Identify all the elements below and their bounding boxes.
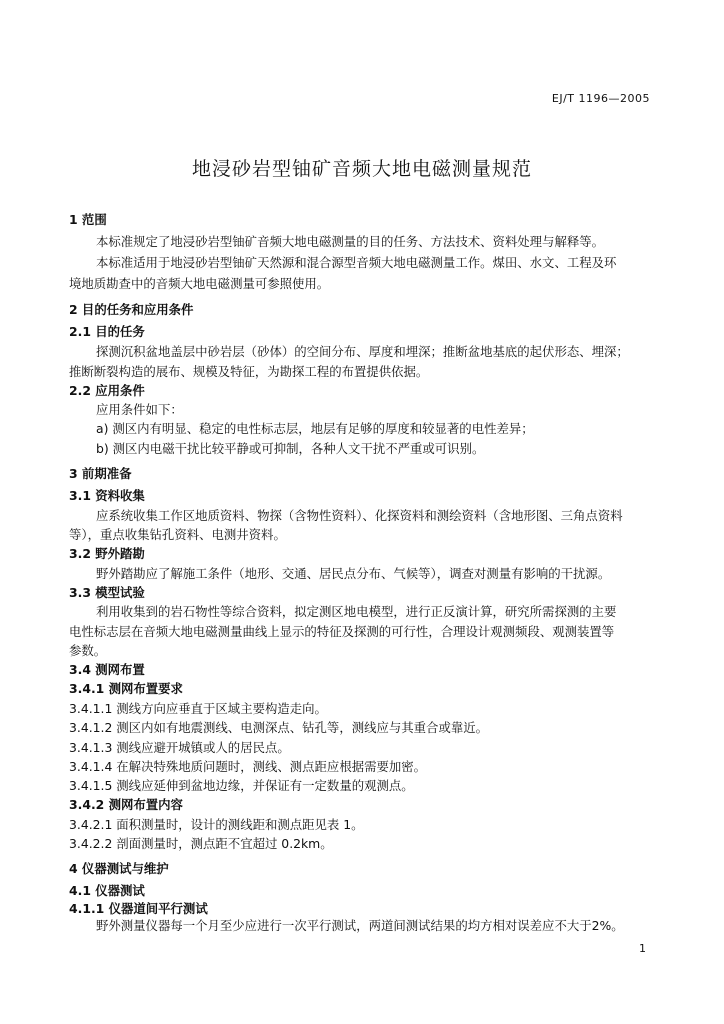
clause-line: 3.4.1.3 测线应避开城镇或人的居民点。 — [69, 740, 290, 755]
page-number: 1 — [639, 942, 646, 955]
subsection-heading: 4.1 仪器测试 — [69, 883, 145, 898]
list-item: b) 测区内电磁干扰比较平静或可抑制，各种人文干扰不严重或可识别。 — [96, 441, 485, 456]
paragraph-line: 野外测量仪器每一个月至少应进行一次平行测试，两道间测试结果的均方相对误差应不大于2%。 — [96, 918, 624, 933]
subsection-heading: 3.4.2 测网布置内容 — [69, 797, 183, 812]
section-heading: 3 前期准备 — [69, 466, 132, 481]
paragraph-line: 参数。 — [69, 643, 107, 658]
paragraph-line: 本标准适用于地浸砂岩型铀矿天然源和混合源型音频大地电磁测量工作。煤田、水文、工程及环 — [96, 255, 617, 270]
paragraph-line: 野外踏勘应了解施工条件（地形、交通、居民点分布、气候等），调查对测量有影响的干扰源。 — [96, 566, 611, 581]
clause-line: 3.4.2.2 剖面测量时，测点距不宜超过 0.2km。 — [69, 836, 333, 851]
subsection-heading: 3.2 野外踏勘 — [69, 546, 145, 561]
section-heading: 4 仪器测试与维护 — [69, 861, 169, 876]
paragraph-line: 电性标志层在音频大地电磁测量曲线上显示的特征及探测的可行性，合理设计观测频段、观测装置等 — [69, 624, 615, 639]
document-title: 地浸砂岩型铀矿音频大地电磁测量规范 — [191, 158, 532, 180]
subsection-heading: 2.1 目的任务 — [69, 324, 145, 339]
paragraph-line: 本标准规定了地浸砂岩型铀矿音频大地电磁测量的目的任务、方法技术、资料处理与解释等。 — [96, 234, 605, 249]
section-heading: 1 范围 — [69, 212, 107, 227]
clause-line: 3.4.1.1 测线方向应垂直于区域主要构造走向。 — [69, 701, 327, 716]
subsection-heading: 3.4 测网布置 — [69, 662, 145, 677]
subsection-heading: 3.3 模型试验 — [69, 585, 145, 600]
paragraph-line: 境地质勘查中的音频大地电磁测量可参照使用。 — [69, 276, 330, 291]
clause-line: 3.4.1.2 测区内如有地震测线、电测深点、钻孔等，测线应与其重合或靠近。 — [69, 720, 489, 735]
clause-line: 3.4.2.1 面积测量时，设计的测线距和测点距见表 1。 — [69, 817, 364, 832]
list-item: a) 测区内有明显、稳定的电性标志层，地层有足够的厚度和较显著的电性差异； — [96, 421, 534, 436]
clause-line: 3.4.1.5 测线应延伸到盆地边缘，并保证有一定数量的观测点。 — [69, 778, 414, 793]
paragraph-line: 探测沉积盆地盖层中砂岩层（砂体）的空间分布、厚度和埋深；推断盆地基底的起伏形态、埋深； — [96, 344, 629, 359]
subsection-heading: 4.1.1 仪器道间平行测试 — [69, 901, 208, 916]
subsection-heading: 3.4.1 测网布置要求 — [69, 681, 183, 696]
paragraph-line: 推断断裂构造的展布、规模及特征，为勘探工程的布置提供依据。 — [69, 364, 429, 379]
paragraph-line: 应用条件如下： — [96, 402, 183, 417]
paragraph-line: 应系统收集工作区地质资料、物探（含物性资料）、化探资料和测绘资料（含地形图、三角点资料 — [96, 508, 623, 523]
subsection-heading: 3.1 资料收集 — [69, 488, 145, 503]
clause-line: 3.4.1.4 在解决特殊地质问题时，测线、测点距应根据需要加密。 — [69, 759, 427, 774]
section-heading: 2 目的任务和应用条件 — [69, 302, 194, 317]
paragraph-line: 利用收集到的岩石物性等综合资料，拟定测区地电模型，进行正反演计算，研究所需探测的主要 — [96, 604, 617, 619]
subsection-heading: 2.2 应用条件 — [69, 383, 145, 398]
standard-code: EJ/T 1196—2005 — [551, 92, 650, 105]
paragraph-line: 等），重点收集钻孔资料、电测井资料。 — [69, 527, 286, 542]
